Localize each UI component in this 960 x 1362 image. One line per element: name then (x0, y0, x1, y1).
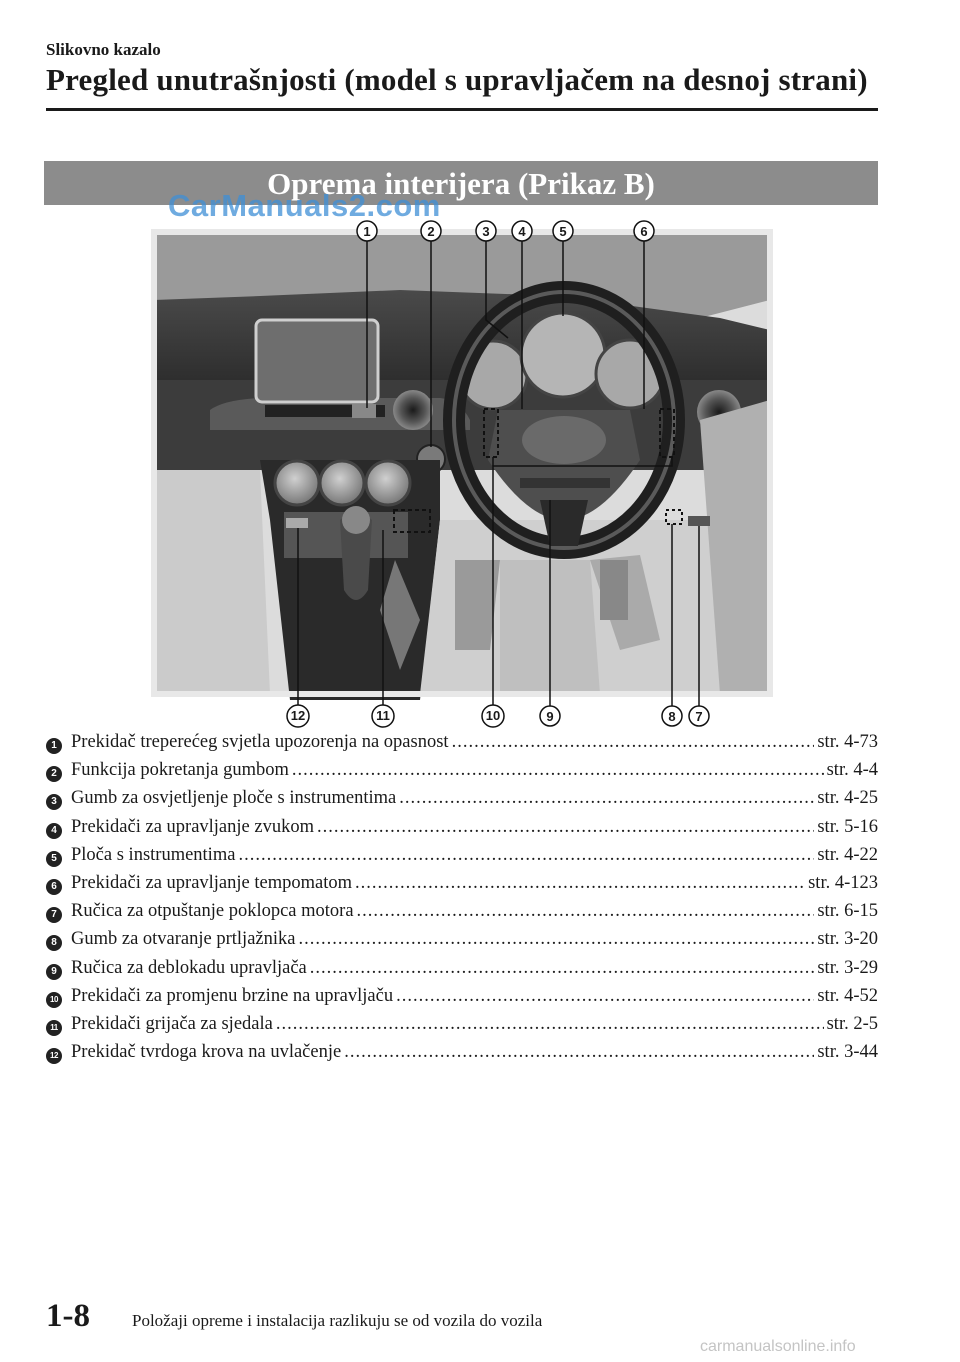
callout-2 (421, 221, 441, 241)
list-item (46, 845, 878, 873)
item-number-badge: 7 (46, 907, 62, 923)
item-description: Prekidač tvrdoga krova na uvlačenje (71, 1042, 342, 1063)
item-page-reference[interactable]: str. 4-123 (808, 872, 878, 893)
leader-dots (357, 901, 815, 922)
leader-dots (452, 732, 815, 753)
item-description: Ručica za deblokadu upravljača (71, 957, 307, 978)
leader-dots (298, 929, 814, 950)
leader-dots (399, 788, 814, 809)
infotainment-screen (256, 320, 378, 402)
item-page-reference[interactable]: str. 4-73 (817, 732, 878, 752)
item-description: Prekidači grijača za sjedala (71, 1013, 273, 1034)
list-item (46, 929, 878, 957)
item-page-reference[interactable]: str. 3-20 (817, 929, 878, 950)
item-number-badge: 9 (46, 964, 62, 980)
leader-dots (238, 845, 814, 866)
item-page-reference[interactable]: str. 6-15 (817, 901, 878, 922)
list-item (46, 788, 878, 816)
svg-text:9: 9 (546, 709, 554, 724)
item-number-badge: 4 (46, 823, 62, 839)
item-number-badge: 12 (46, 1048, 62, 1064)
item-page-reference[interactable]: str. 5-16 (817, 816, 878, 837)
gauge-center (521, 313, 605, 397)
list-item (46, 986, 878, 1014)
callout-8 (662, 706, 682, 726)
item-description: Ručica za otpuštanje poklopca motora (71, 901, 354, 922)
item-description: Funkcija pokretanja gumbom (71, 760, 289, 781)
leader-dots (344, 1042, 814, 1063)
list-item (46, 817, 878, 845)
footer-watermark: carmanualsonline.info (700, 1338, 856, 1355)
svg-text:4: 4 (518, 224, 526, 239)
svg-text:10: 10 (485, 708, 501, 723)
banner-title: Oprema interijera (Prikaz B) (267, 166, 655, 201)
callout-3 (476, 221, 496, 241)
page-number: 1-8 (46, 1298, 90, 1334)
watermark-logo: CarManuals2.com (168, 188, 441, 223)
list-item (46, 732, 878, 760)
svg-text:8: 8 (668, 709, 676, 724)
item-page-reference[interactable]: str. 2-5 (826, 1013, 878, 1034)
footer-note: Položaji opreme i instalacija razlikuju se od vozila do vozila (132, 1311, 543, 1330)
leader-dots (396, 986, 814, 1007)
item-list (46, 732, 878, 1070)
item-description: Prekidači za upravljanje tempomatom (71, 872, 352, 893)
leader-dots (355, 873, 805, 894)
item-number-badge: 10 (46, 992, 62, 1008)
item-number-badge: 6 (46, 879, 62, 895)
list-item (46, 901, 878, 929)
item-number-badge: 8 (46, 935, 62, 951)
page-title: Pregled unutrašnjosti (model s upravljačem na desnoj strani) (46, 62, 868, 97)
item-description: Prekidač treperećeg svjetla upozorenja na opasnost (71, 732, 449, 752)
svg-text:7: 7 (695, 709, 703, 724)
item-description: Prekidači za upravljanje zvukom (71, 816, 314, 837)
item-number-badge: 2 (46, 766, 62, 782)
callout-4 (512, 221, 532, 241)
item-page-reference[interactable]: str. 4-22 (817, 844, 878, 865)
vent-left (393, 390, 433, 430)
item-page-reference[interactable]: str. 4-4 (826, 760, 878, 781)
svg-text:2: 2 (427, 224, 435, 239)
callout-1 (357, 221, 377, 241)
svg-text:12: 12 (290, 708, 306, 723)
leader-dots (317, 817, 814, 838)
section-label: Slikovno kazalo (46, 40, 161, 59)
callout-9 (540, 706, 560, 726)
callout-6 (634, 221, 654, 241)
item-description: Ploča s instrumentima (71, 844, 236, 865)
item-description: Gumb za osvjetljenje ploče s instrumentima (71, 788, 397, 809)
callout-7 (689, 706, 709, 726)
svg-text:6: 6 (640, 224, 648, 239)
svg-text:3: 3 (482, 224, 490, 239)
callout-10 (482, 705, 504, 727)
item-number-badge: 1 (46, 738, 62, 754)
svg-text:11: 11 (376, 708, 390, 723)
svg-text:5: 5 (559, 224, 567, 239)
item-description: Gumb za otvaranje prtljažnika (71, 929, 296, 950)
item-page-reference[interactable]: str. 3-29 (817, 957, 878, 978)
callout-11 (372, 705, 394, 727)
item-page-reference[interactable]: str. 3-44 (817, 1042, 878, 1063)
list-item (46, 760, 878, 788)
list-item (46, 873, 878, 901)
item-number-badge: 11 (46, 1020, 62, 1036)
svg-text:1: 1 (363, 224, 371, 239)
list-item (46, 1042, 878, 1070)
callout-12 (287, 705, 309, 727)
callout-5 (553, 221, 573, 241)
list-item (46, 1014, 878, 1042)
item-page-reference[interactable]: str. 4-52 (817, 985, 878, 1006)
item-page-reference[interactable]: str. 4-25 (817, 788, 878, 809)
leader-dots (292, 760, 824, 781)
item-number-badge: 3 (46, 794, 62, 810)
item-number-badge: 5 (46, 851, 62, 867)
leader-dots (276, 1014, 824, 1035)
list-item (46, 958, 878, 986)
leader-dots (310, 958, 815, 979)
item-description: Prekidači za promjenu brzine na upravljaču (71, 985, 394, 1006)
